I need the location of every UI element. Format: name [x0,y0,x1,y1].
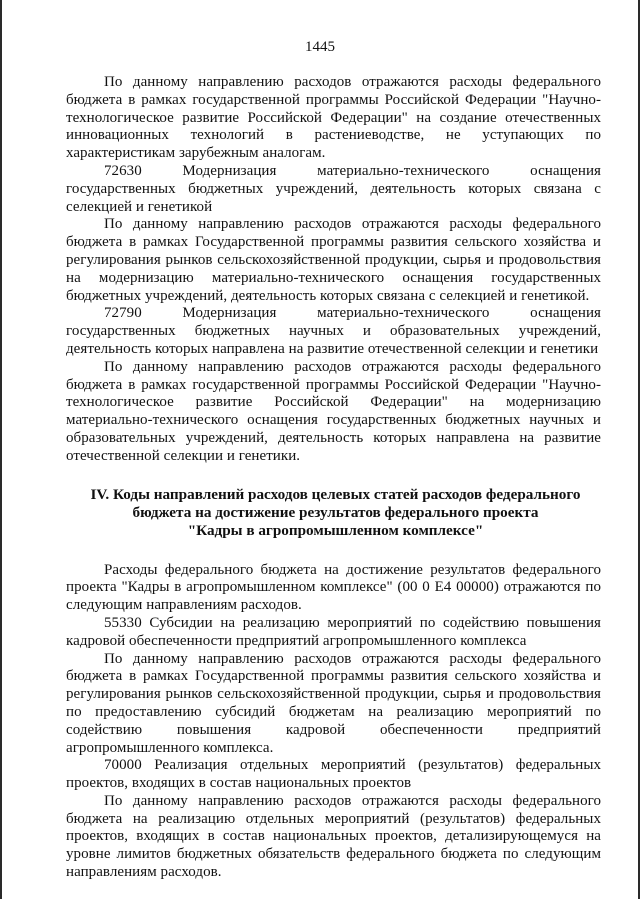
page-number: 1445 [305,39,335,55]
paragraph-code-72630: 72630 Модернизация материально-технического оснащения государственных бюджетных учреждений, деятельность которых связана с селекцией и генетикой [66,162,601,215]
paragraph-code-70000: 70000 Реализация отдельных мероприятий (результатов) федеральных проектов, входящих в состав национальных проектов [66,757,601,792]
section-heading-line: бюджета на достижение результатов федерального проекта [132,503,539,521]
paragraph: По данному направлению расходов отражаются расходы федерального бюджета в рамках государственной программы Российской Федерации "Научно-технологическое развитие Российской Федерации" на модернизацию материально-технического оснащения государственных бюджетных научных и образовательных учреждений, деятельность которых направлена на развитие отечественной селекции и генетики. [66,358,601,464]
scan-edge-left [0,0,2,899]
paragraph: По данному направлению расходов отражаются расходы федерального бюджета в рамках государственной программы Российской Федерации "Научно-технологическое развитие Российской Федерации" на создание отечественных инновационных технологий в растениеводстве, не уступающих по характеристикам зарубежным аналогам. [66,74,601,162]
document-body [66,74,601,882]
section-heading [80,486,591,540]
paragraph: По данному направлению расходов отражаются расходы федерального бюджета в рамках Государственной программы развития сельского хозяйства и регулирования рынков сельскохозяйственной продукции, сырья и продовольствия на модернизацию материально-технического оснащения государственных бюджетных учреждений, деятельность которых связана с селекцией и генетикой. [66,216,601,304]
section-heading-line: "Кадры в агропромышленном комплексе" [187,521,484,539]
paragraph: По данному направлению расходов отражаются расходы федерального бюджета на реализацию отдельных мероприятий (результатов) федеральных проектов, входящих в состав национальных проектов, детализирующемуся на уровне лимитов бюджетных обязательств федерального бюджета по следующим направлениям расходов. [66,792,601,881]
paragraph-code-72790: 72790 Модернизация материально-технического оснащения государственных бюджетных научных и образовательных учреждений, деятельность которых направлена на развитие отечественной селекции и генетики [66,305,601,357]
paragraph: Расходы федерального бюджета на достижение результатов федерального проекта "Кадры в агропромышленном комплексе" (00 0 Е4 00000) отражаются по следующим направлениям расходов. [66,561,601,614]
paragraph: По данному направлению расходов отражаются расходы федерального бюджета в рамках Государственной программы развития сельского хозяйства и регулирования рынков сельскохозяйственной продукции, сырья и продовольствия по предоставлению субсидий бюджетам на реализацию мероприятий по содействию повышения кадровой обеспеченности предприятий агропромышленного комплекса. [66,650,601,756]
section-heading-line: IV. Коды направлений расходов целевых статей расходов федерального [90,485,581,503]
paragraph-code-55330: 55330 Субсидии на реализацию мероприятий по содействию повышения кадровой обеспеченности предприятий агропромышленного комплекса [66,614,601,649]
